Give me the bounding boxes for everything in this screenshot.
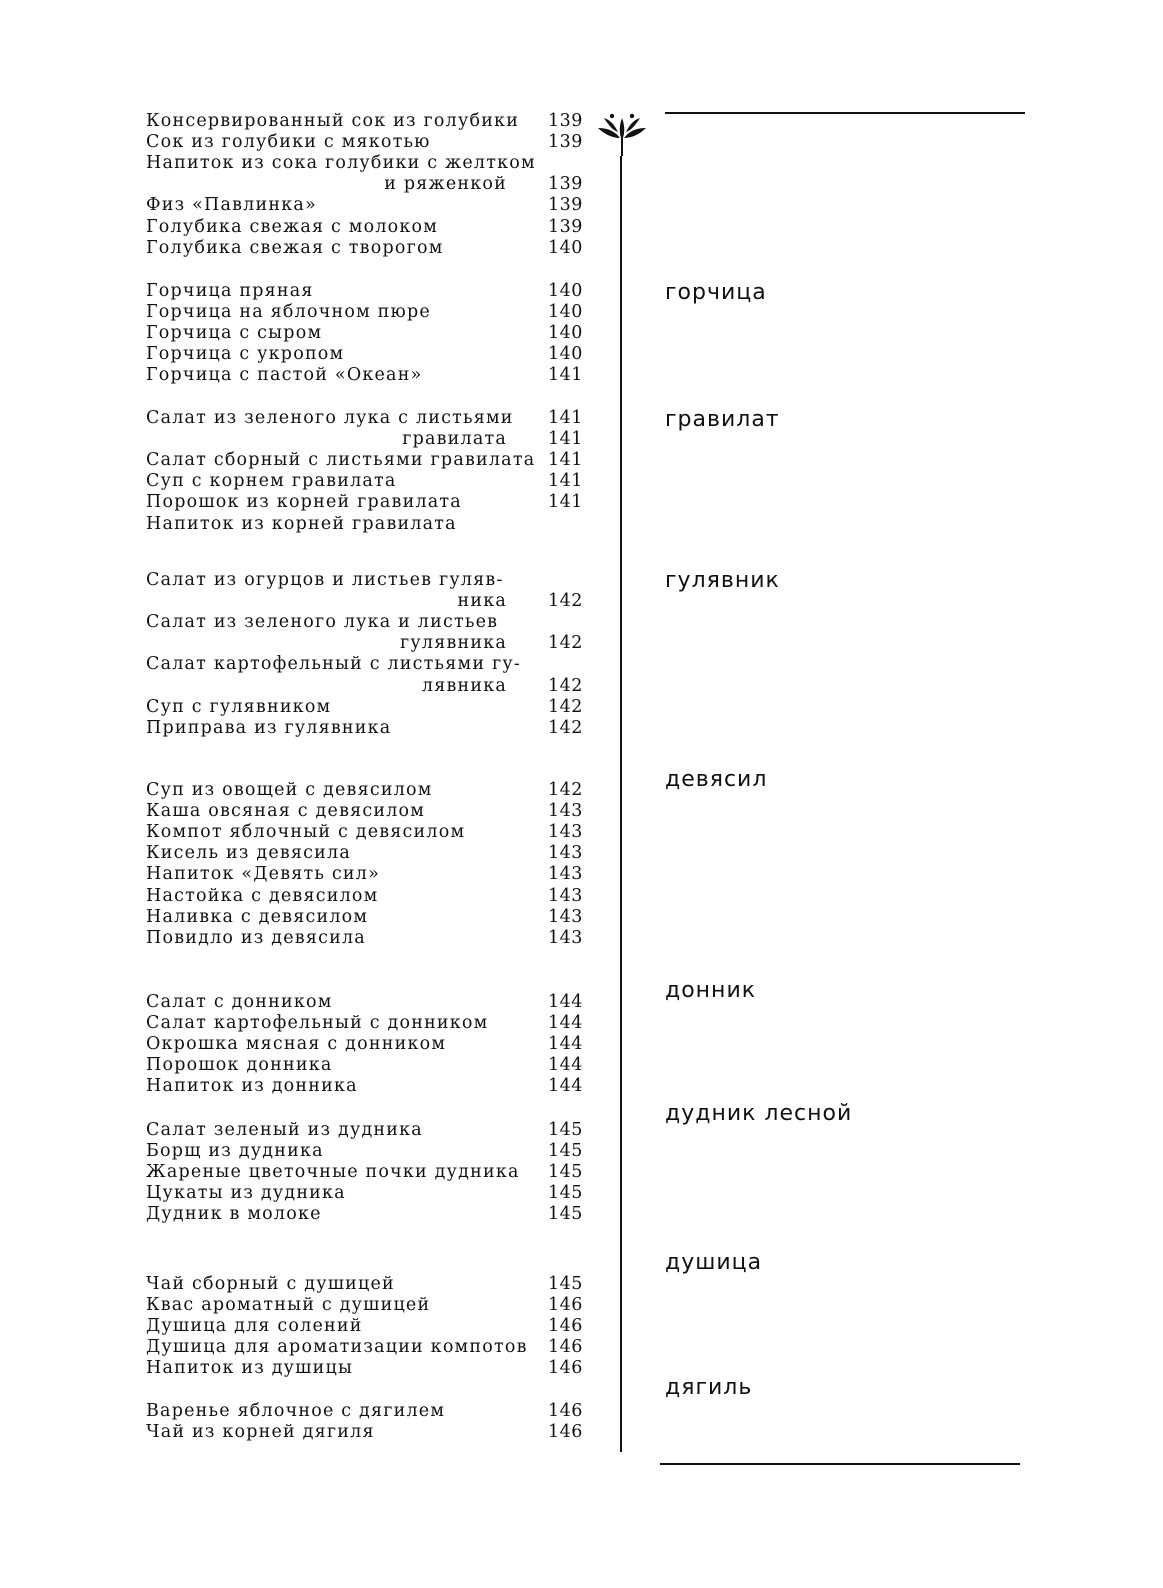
entry-title: лявника [421, 675, 507, 696]
page-number: 141 [548, 408, 583, 428]
entry-title: Физ «Павлинка» [146, 195, 317, 216]
entry-title: Напиток из донника [146, 1076, 358, 1097]
section-heading: гравилат [665, 407, 780, 432]
entry-title: ника [457, 591, 507, 612]
page-number: 139 [548, 195, 583, 216]
page-number: 141 [548, 365, 583, 386]
bottom-rule [660, 1463, 1020, 1465]
entry-title: Напиток из корней гравилата [146, 513, 457, 534]
page-number: 143 [548, 885, 583, 906]
entry-title: Квас ароматный с душицей [146, 1295, 431, 1316]
page-number: 143 [548, 801, 583, 822]
entry-title: Горчица с укропом [146, 344, 345, 365]
entry-title: Горчица пряная [146, 281, 314, 301]
entry-title: Порошок из корней гравилата [146, 492, 462, 513]
page-number: 145 [548, 1274, 583, 1294]
page-number: 139 [548, 111, 583, 131]
entry-title: Борщ из дудника [146, 1141, 324, 1162]
entry-title: Салат сборный с листьями гравилата [146, 450, 536, 471]
page-number: 144 [548, 1076, 583, 1097]
entry-title: Порошок донника [146, 1055, 333, 1076]
page-number: 142 [548, 696, 583, 717]
page-number: 145 [548, 1204, 583, 1225]
entry-title: Повидло из девясила [146, 927, 366, 948]
entry-title: Напиток «Девять сил» [146, 864, 380, 885]
entry-title: Цукаты из дудника [146, 1183, 346, 1204]
page-number: 139 [548, 132, 583, 153]
page-number: 146 [548, 1422, 583, 1443]
entry-title: Варенье яблочное с дягилем [146, 1401, 446, 1421]
entry-title: Окрошка мясная с донником [146, 1034, 447, 1055]
entry-title: Салат из зеленого лука и листьев [146, 612, 499, 633]
page-number: 146 [548, 1337, 583, 1358]
entry-title: Салат с донником [146, 992, 333, 1012]
entry-title: Горчица с пастой «Океан» [146, 365, 423, 386]
entry-title: Салат картофельный с листьями гу- [146, 654, 521, 675]
page-number: 144 [548, 1034, 583, 1055]
section-heading: девясил [665, 767, 768, 792]
page-number: 143 [548, 864, 583, 885]
entry-title: Голубика свежая с молоком [146, 216, 439, 237]
entry-title: Салат из огурцов и листьев гуляв- [146, 570, 504, 590]
page-number: 144 [548, 992, 583, 1012]
entry-title: Суп с корнем гравилата [146, 471, 397, 492]
vertical-divider [620, 156, 622, 1452]
entry-title: Голубика свежая с творогом [146, 237, 444, 258]
page-number: 141 [548, 450, 583, 471]
leaf-emblem-icon [596, 108, 648, 158]
page-number: 146 [548, 1316, 583, 1337]
page-number: 143 [548, 906, 583, 927]
entry-title: Консервированный сок из голубики [146, 111, 520, 131]
page-number: 143 [548, 927, 583, 948]
entry-title: Каша овсяная с девясилом [146, 801, 426, 822]
page-number: 141 [548, 471, 583, 492]
section-heading: дудник лесной [665, 1101, 853, 1126]
entry-title: Настойка с девясилом [146, 885, 379, 906]
entry-title: Суп с гулявником [146, 696, 332, 717]
page-number: 144 [548, 1013, 583, 1034]
page-number: 139 [548, 174, 583, 195]
entry-title: гулявника [400, 633, 507, 654]
page-number: 142 [548, 675, 583, 696]
section-heading: донник [665, 978, 757, 1003]
entry-title: Дудник в молоке [146, 1204, 322, 1225]
page-number: 142 [548, 780, 583, 800]
entry-title: Чай сборный с душицей [146, 1274, 395, 1294]
entry-title: Душица для солений [146, 1316, 363, 1337]
entry-title: Салат из зеленого лука с листьями [146, 408, 514, 428]
entry-title: Горчица на яблочном пюре [146, 302, 431, 323]
entry-title: Суп из овощей с девясилом [146, 780, 433, 800]
page-number: 146 [548, 1401, 583, 1421]
page-number: 146 [548, 1358, 583, 1379]
page-number: 141 [548, 492, 583, 513]
entry-title: Горчица с сыром [146, 323, 323, 344]
entry-title: Сок из голубики с мякотью [146, 132, 431, 153]
entry-title: Салат картофельный с донником [146, 1013, 489, 1034]
entry-title: гравилата [402, 429, 507, 450]
page-number: 145 [548, 1120, 583, 1140]
section-heading: горчица [665, 280, 767, 305]
page-number: 142 [548, 591, 583, 612]
page-number: 140 [548, 302, 583, 323]
page-number: 142 [548, 717, 583, 738]
page-number: 145 [548, 1141, 583, 1162]
page-number: 143 [548, 822, 583, 843]
top-rule [665, 112, 1025, 114]
section-heading: душица [665, 1250, 763, 1275]
page-number: 145 [548, 1162, 583, 1183]
page-number: 143 [548, 843, 583, 864]
page-number: 140 [548, 237, 583, 258]
page-number: 145 [548, 1183, 583, 1204]
entry-title: и ряженкой [384, 174, 507, 195]
entry-title: Жареные цветочные почки дудника [146, 1162, 520, 1183]
entry-title: Салат зеленый из дудника [146, 1120, 423, 1140]
page-number: 140 [548, 281, 583, 301]
page-number: 140 [548, 344, 583, 365]
page-number: 142 [548, 633, 583, 654]
entry-title: Душица для ароматизации компотов [146, 1337, 528, 1358]
page-number: 144 [548, 1055, 583, 1076]
entry-title: Напиток из сока голубики с желтком [146, 153, 536, 174]
entry-title: Чай из корней дягиля [146, 1422, 375, 1443]
entry-title: Кисель из девясила [146, 843, 351, 864]
entry-title: Приправа из гулявника [146, 717, 392, 738]
section-heading: гулявник [665, 568, 780, 593]
page-number: 141 [548, 429, 583, 450]
entry-title: Напиток из душицы [146, 1358, 354, 1379]
section-heading: дягиль [665, 1375, 753, 1400]
entry-title: Компот яблочный с девясилом [146, 822, 466, 843]
page-number: 139 [548, 216, 583, 237]
entry-title: Наливка с девясилом [146, 906, 369, 927]
page-number: 140 [548, 323, 583, 344]
page-number: 146 [548, 1295, 583, 1316]
